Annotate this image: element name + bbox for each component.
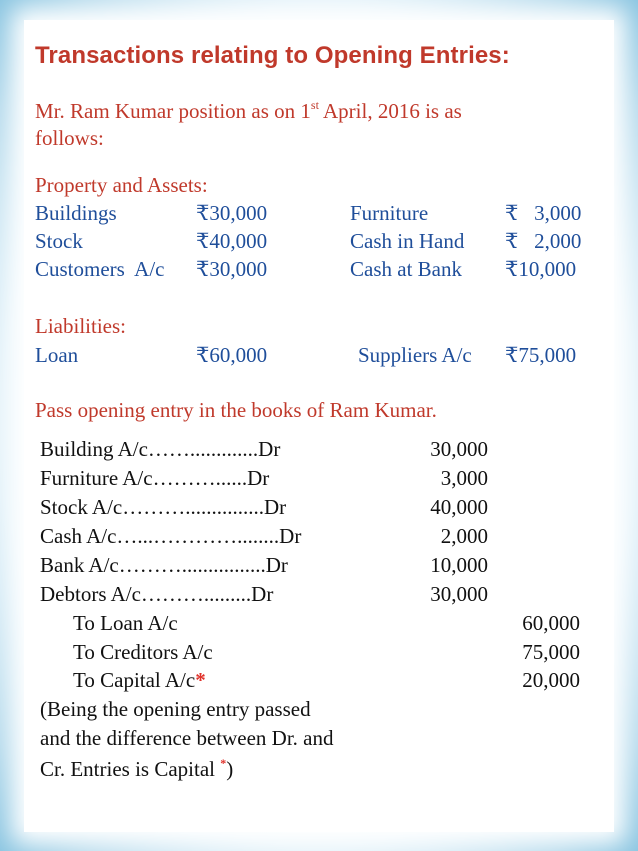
journal-credit-account: To Loan A/c	[73, 611, 178, 635]
asset-label: Buildings	[35, 201, 117, 225]
journal-credit-account: To Creditors A/c	[73, 640, 213, 664]
asset-amount: ₹30,000	[196, 257, 268, 281]
instruction: Pass opening entry in the books of Ram Kumar.	[35, 398, 437, 422]
asset-label: Furniture	[350, 201, 429, 225]
journal-credit-amount: 75,000	[522, 640, 580, 664]
journal-debit-amount: 3,000	[440, 466, 488, 490]
journal-debit-account: Bank A/c………................Dr	[40, 553, 288, 577]
narration-line-2: and the difference between Dr. and	[40, 726, 334, 750]
liabilities-heading: Liabilities:	[35, 314, 126, 338]
asset-label: Cash at Bank	[350, 257, 462, 281]
liability-label: Suppliers A/c	[358, 343, 472, 367]
journal-credit-account-capital	[73, 668, 206, 693]
journal-debit-account: Building A/c…….............Dr	[40, 437, 281, 461]
journal-debit-account: Cash A/c…...…………........Dr	[40, 524, 302, 548]
asterisk-mark: *	[195, 668, 206, 692]
asset-amount: ₹40,000	[196, 229, 268, 253]
journal-credit-amount: 60,000	[522, 611, 580, 635]
journal-debit-amount: 40,000	[430, 495, 488, 519]
asterisk-mark: *	[220, 756, 227, 770]
journal-debit-account: Debtors A/c……….........Dr	[40, 582, 274, 606]
journal-credit-account: To Capital A/c	[73, 668, 196, 692]
journal-debit-account: Stock A/c………...............Dr	[40, 495, 287, 519]
journal-credit-amount: 20,000	[522, 668, 580, 692]
intro-text-a: Mr. Ram Kumar position as on 1	[35, 99, 311, 123]
intro-line-2: follows:	[35, 126, 104, 150]
liability-amount: ₹60,000	[196, 343, 268, 367]
narration-line-1: (Being the opening entry passed	[40, 697, 311, 721]
asset-amount: ₹30,000	[196, 201, 268, 225]
assets-heading: Property and Assets:	[35, 173, 208, 197]
intro-text-b: April, 2016 is as	[318, 99, 462, 123]
narration-close: )	[226, 757, 234, 781]
journal-debit-amount: 2,000	[440, 524, 488, 548]
liability-label: Loan	[35, 343, 79, 367]
asset-amount: ₹ 2,000	[505, 229, 582, 253]
intro-superscript: st	[310, 98, 319, 112]
intro-line-1	[35, 99, 462, 124]
journal-debit-account: Furniture A/c………......Dr	[40, 466, 270, 490]
asset-label: Stock	[35, 229, 83, 253]
asset-label: Cash in Hand	[350, 229, 465, 253]
page-title: Transactions relating to Opening Entries:	[35, 42, 510, 69]
asset-amount: ₹ 3,000	[505, 201, 582, 225]
journal-debit-amount: 30,000	[430, 582, 488, 606]
journal-debit-amount: 30,000	[430, 437, 488, 461]
asset-label: Customers A/c	[35, 257, 165, 281]
liability-amount: ₹75,000	[505, 343, 577, 367]
narration-text: Cr. Entries is Capital	[40, 757, 221, 781]
journal-debit-amount: 10,000	[430, 553, 488, 577]
narration-line-3	[40, 757, 233, 782]
asset-amount: ₹10,000	[505, 257, 577, 281]
